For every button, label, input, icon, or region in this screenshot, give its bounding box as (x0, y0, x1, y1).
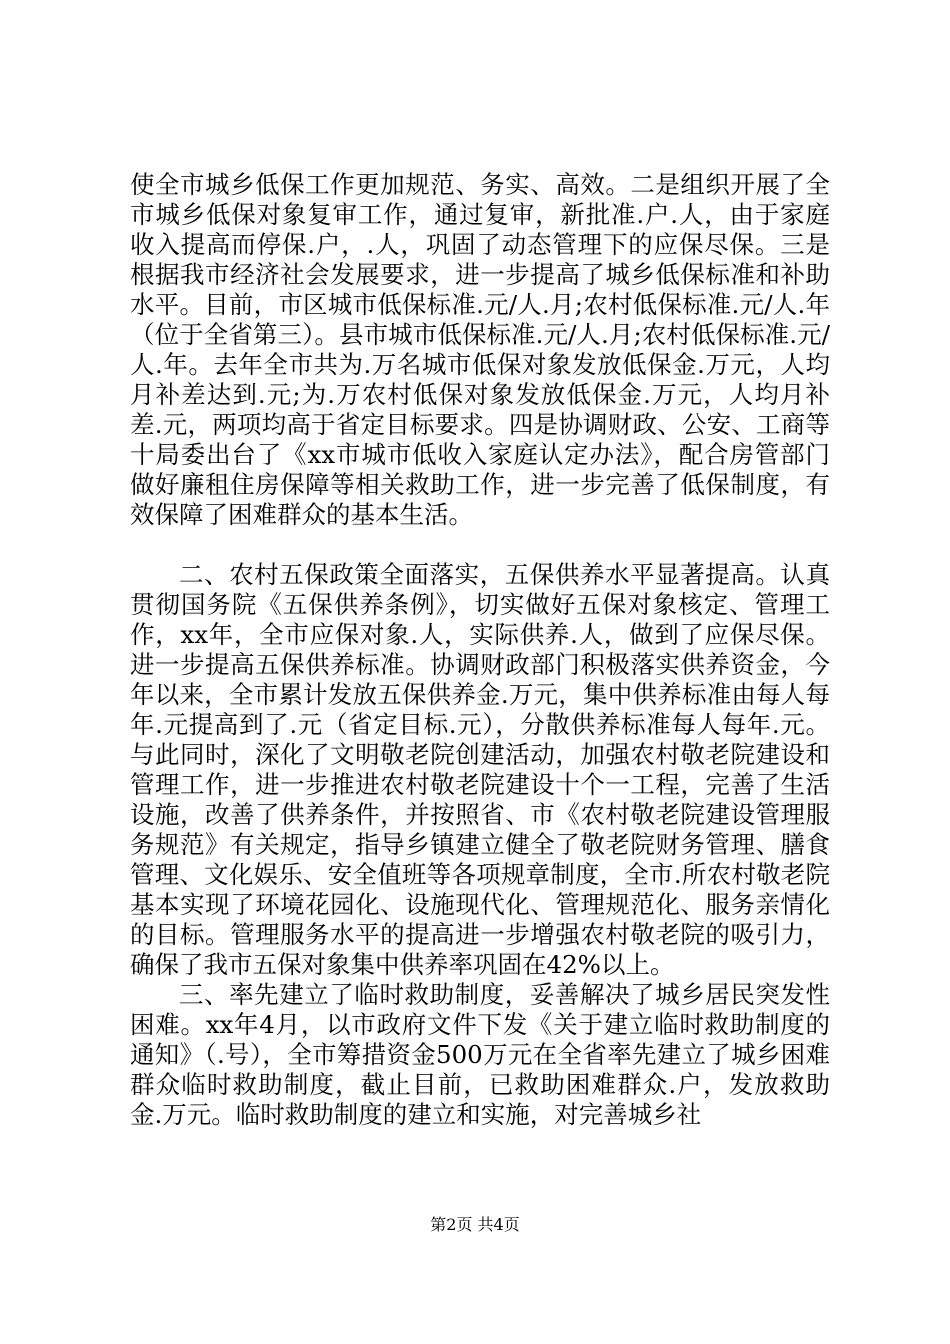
paragraph-five-guarantees: 二、农村五保政策全面落实，五保供养水平显著提高。认真贯彻国务院《五保供养条例》，切实做好五保对象核定、管理工作，xx年，全市应保对象.人，实际供养.人，做到了应保尽保。进一步提高五保供养标准。协调财政部门积极落实供养资金，今年以来，全市累计发放五保供养金.万元，集中供养标准由每人每年.元提高到了.元（省定目标.元），分散供养标准每人每年.元。与此同时，深化了文明敬老院创建活动，加强农村敬老院建设和管理工作，进一步推进农村敬老院建设十个一工程，完善了生活设施，改善了供养条件，并按照省、市《农村敬老院建设管理服务规范》有关规定，指导乡镇建立健全了敬老院财务管理、膳食管理、文化娱乐、安全值班等各项规章制度，全市.所农村敬老院基本实现了环境花园化、设施现代化、管理规范化、服务亲情化的目标。管理服务水平的提高进一步增强农村敬老院的吸引力，确保了我市五保对象集中供养率巩固在42%以上。 (130, 560, 830, 979)
paragraph-spacer (130, 530, 830, 560)
document-body (130, 170, 830, 1130)
paragraph-temporary-relief: 三、率先建立了临时救助制度，妥善解决了城乡居民突发性困难。xx年4月，以市政府文件下发《关于建立临时救助制度的通知》（.号），全市筹措资金500万元在全省率先建立了城乡困难群众临时救助制度，截止目前，已救助困难群众.户，发放救助金.万元。临时救助制度的建立和实施，对完善城乡社 (130, 980, 830, 1129)
page-number-footer: 第2页 共4页 (430, 1215, 520, 1234)
paragraph-low-income-support: 使全市城乡低保工作更加规范、务实、高效。二是组织开展了全市城乡低保对象复审工作，通过复审，新批准.户.人，由于家庭收入提高而停保.户，.人，巩固了动态管理下的应保尽保。三是根据我市经济社会发展要求，进一步提高了城乡低保标准和补助水平。目前，市区城市低保标准.元/人.月;农村低保标准.元/人.年（位于全省第三）。县市城市低保标准.元/人.月;农村低保标准.元/人.年。去年全市共为.万名城市低保对象发放低保金.万元，人均月补差达到.元;为.万农村低保对象发放低保金.万元，人均月补差.元，两项均高于省定目标要求。四是协调财政、公安、工商等十局委出台了《xx市城市低收入家庭认定办法》，配合房管部门做好廉租住房保障等相关救助工作，进一步完善了低保制度，有效保障了困难群众的基本生活。 (130, 170, 830, 529)
